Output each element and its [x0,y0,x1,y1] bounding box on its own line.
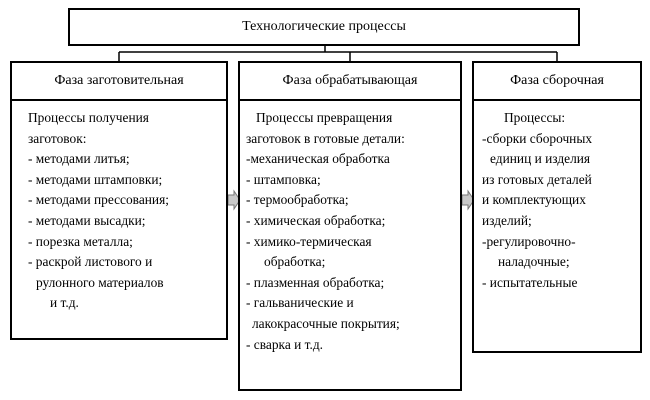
text-line: - порезка металла; [28,233,133,249]
phase-header: Фаза обрабатывающая [240,63,460,101]
text-line: рулонного материалов [36,274,164,290]
diagram-title: Технологические процессы [242,19,406,34]
phase-box-assembly [472,61,642,353]
text-line: обработка; [264,254,326,270]
text-line: - раскрой листового и [28,254,153,270]
phase-box-processing [238,61,462,391]
text-line: и т.д. [50,295,79,311]
diagram-title-box [68,8,580,46]
text-line: Процессы превращения [256,110,393,125]
text-line: и комплектующих [482,192,586,208]
phase-body [474,101,640,351]
phase-body [240,101,460,389]
text-line: заготовок в готовые детали: [246,130,405,146]
text-line: изделий; [482,212,532,228]
text-line: лакокрасочные покрытия; [252,315,400,331]
text-line: из готовых деталей [482,171,592,187]
phase-header: Фаза заготовительная [12,63,226,101]
text-line: - методами высадки; [28,212,146,228]
text-line: - штамповка; [246,171,321,187]
text-line: Процессы получения [28,110,149,125]
phase-header: Фаза сборочная [474,63,640,101]
text-line: заготовок: [28,130,87,146]
phase-body [12,101,226,338]
text-line: - методами прессования; [28,192,169,208]
text-line: - методами литья; [28,151,130,167]
text-line: - химико-термическая [246,233,372,249]
text-line: - плазменная обработка; [246,274,385,290]
text-line: - методами штамповки; [28,171,163,187]
phase-box-procurement [10,61,228,340]
text-line: наладочные; [498,254,570,270]
text-line: - испытательные [482,274,578,290]
text-line: -регулировочно- [482,233,576,249]
text-line: Процессы: [504,110,566,125]
text-line: единиц и изделия [490,151,591,167]
text-line: -сборки сборочных [482,130,593,146]
text-line: - сварка и т.д. [246,336,323,352]
text-line: - гальванические и [246,295,354,311]
text-line: - химическая обработка; [246,212,386,228]
text-line: - термообработка; [246,192,349,208]
text-line: -механическая обработка [246,151,390,167]
